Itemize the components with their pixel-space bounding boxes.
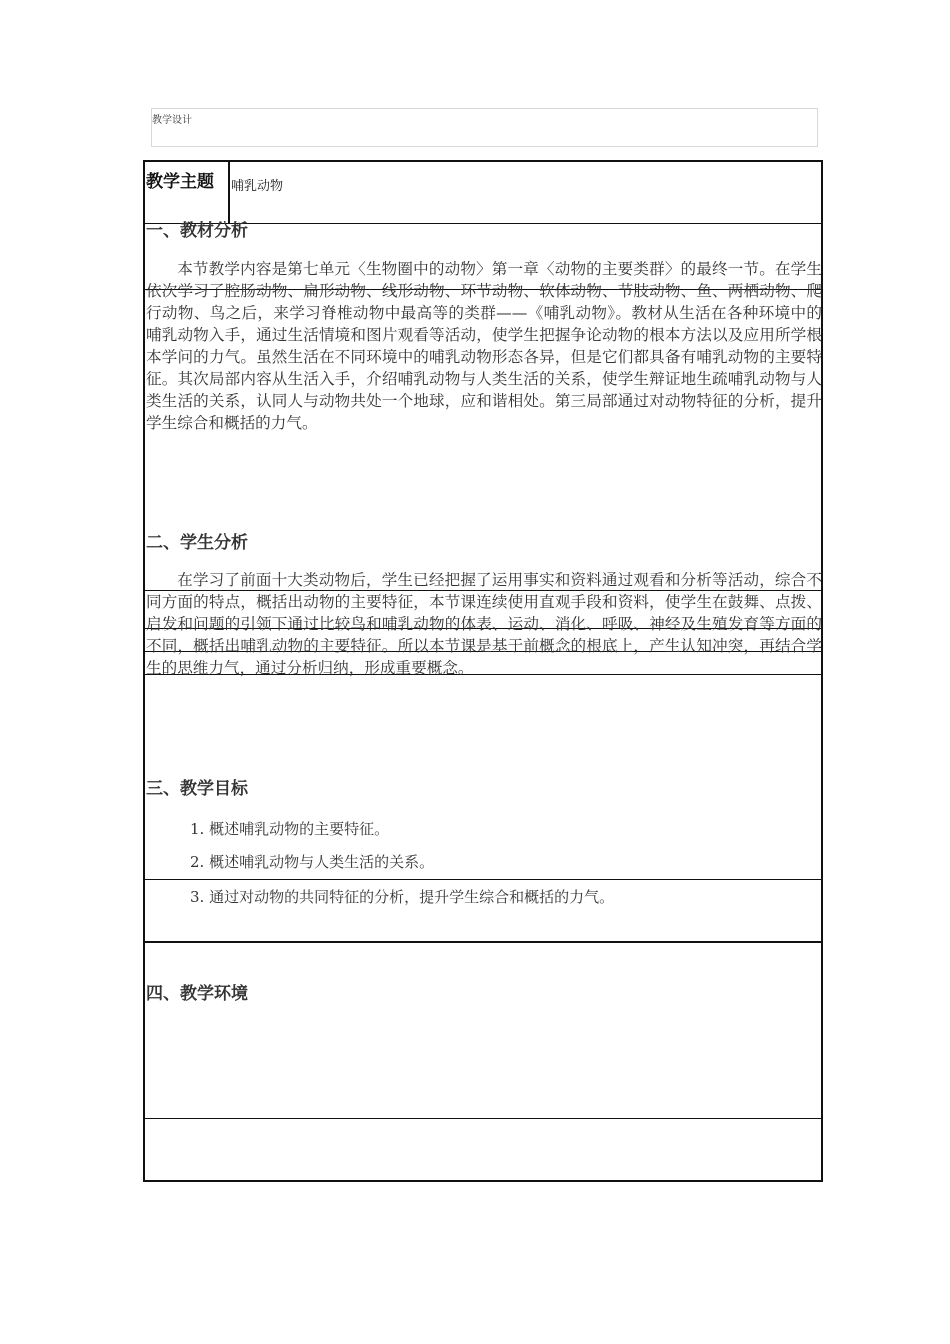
topic-value: 哺乳动物 [231,179,284,194]
student-analysis-text: 在学习了前面十大类动物后，学生已经把握了运用事实和资料通过观看和分析等活动，综合不同方面的特点，概括出动物的主要特征，本节课连续使用直观手段和资料，使学生在鼓舞、点拨、启发和问题的引领下通过比较鸟和哺乳动物的体表、运动、消化、呼吸、神经及生殖发育等方面的不同，概括出哺乳动物的主要特征。所以本节课是基于前概念的根底上，产生认知冲突，再结合学生的思维力气，通过分析归纳，形成重要概念。 [146,571,822,677]
topic-cell-divider [228,160,230,223]
header-box [151,108,818,147]
row-divider [143,879,823,880]
section-title-textbook: 一、教材分析 [146,221,248,241]
goal-item: 3. 通过对动物的共同特征的分析，提升学生综合和概括的力气。 [190,888,615,906]
topic-label: 教学主题 [146,172,214,192]
goal-item: 2. 概述哺乳动物与人类生活的关系。 [190,853,435,871]
section-title-goals: 三、教学目标 [146,779,248,799]
header-label: 教学设计 [152,115,192,126]
row-divider [143,1118,823,1119]
section-title-students: 二、学生分析 [146,533,248,553]
goal-item: 1. 概述哺乳动物的主要特征。 [190,820,390,838]
row-divider [143,941,823,943]
textbook-analysis-text: 本节教学内容是第七单元〈生物圈中的动物〉第一章〈动物的主要类群〉的最终一节。在学生依次学习了腔肠动物、扁形动物、线形动物、环节动物、软体动物、节肢动物、鱼、两栖动物、爬行动物、鸟之后，来学习脊椎动物中最高等的类群——《哺乳动物》。教材从生活在各种环境中的哺乳动物入手，通过生活情境和图片观看等活动，使学生把握争论动物的根本方法以及应用所学根本学问的力气。虽然生活在不同环境中的哺乳动物形态各异，但是它们都具备有哺乳动物的主要特征。其次局部内容从生活入手，介绍哺乳动物与人类生活的关系，使学生辩证地生疏哺乳动物与人类生活的关系，认同人与动物共处一个地球，应和谐相处。第三局部通过对动物特征的分析，提升学生综合和概括的力气。 [146,260,822,432]
section-title-environment: 四、教学环境 [146,984,248,1004]
